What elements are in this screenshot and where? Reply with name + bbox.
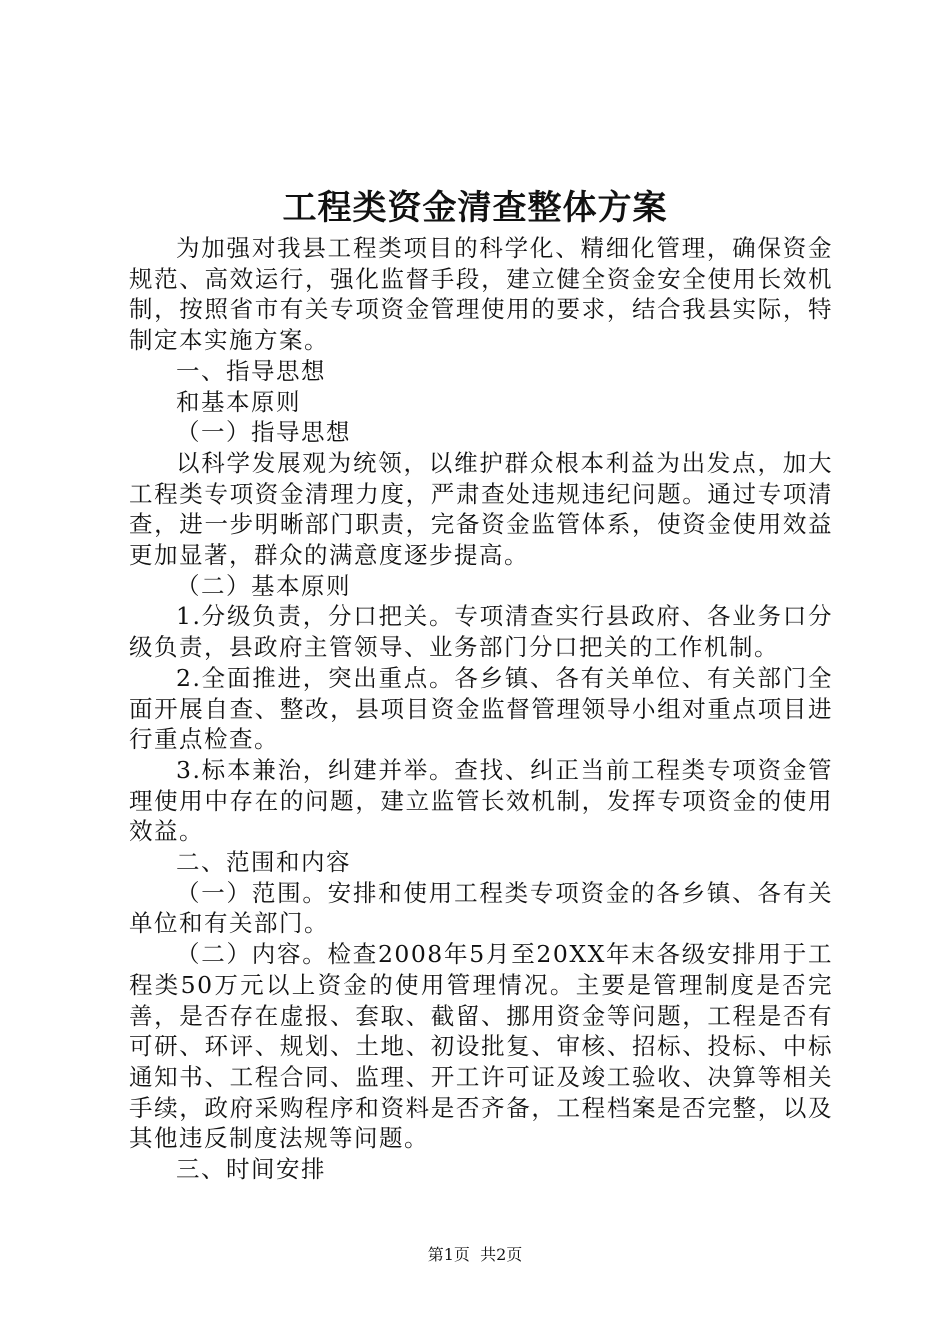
paragraph-intro: 为加强对我县工程类项目的科学化、精细化管理，确保资金规范、高效运行，强化监督手段，建立健全资金安全使用长效机制，按照省市有关专项资金管理使用的要求，结合我县实际，特制定本实施方案。 <box>129 234 833 355</box>
page-total: 共2页 <box>480 1245 523 1264</box>
principle-item-3: 3.标本兼治，纠建并举。查找、纠正当前工程类专项资金管理使用中存在的问题，建立监管长效机制，发挥专项资金的使用效益。 <box>129 755 833 846</box>
page-number: 第1页 <box>427 1245 470 1264</box>
subheading-guiding-thought: （一）指导思想 <box>176 418 351 447</box>
heading-basic-principles: 和基本原则 <box>176 387 301 416</box>
principle-item-2: 2.全面推进，突出重点。各乡镇、各有关单位、有关部门全面开展自查、整改，县项目资金监督管理领导小组对重点项目进行重点检查。 <box>129 663 833 754</box>
paragraph-scope: （一）范围。安排和使用工程类专项资金的各乡镇、各有关单位和有关部门。 <box>129 878 833 938</box>
heading-scope-content: 二、范围和内容 <box>176 848 351 877</box>
document-title: 工程类资金清查整体方案 <box>282 188 668 228</box>
subheading-basic-principles: （二）基本原则 <box>176 571 351 600</box>
heading-time-schedule: 三、时间安排 <box>176 1155 326 1184</box>
page-footer <box>0 1244 950 1266</box>
heading-guiding-thought: 一、指导思想 <box>176 356 326 385</box>
paragraph-guiding-thought: 以科学发展观为统领，以维护群众根本利益为出发点，加大工程类专项资金清理力度，严肃查处违规违纪问题。通过专项清查，进一步明晰部门职责，完备资金监管体系，使资金使用效益更加显著，群众的满意度逐步提高。 <box>129 448 833 570</box>
paragraph-content: （二）内容。检查2008年5月至20XX年末各级安排用于工程类50万元以上资金的使用管理情况。主要是管理制度是否完善，是否存在虚报、套取、截留、挪用资金等问题，工程是否有可研、环评、规划、土地、初设批复、审核、招标、投标、中标通知书、工程合同、监理、开工许可证及竣工验收、决算等相关手续，政府采购程序和资料是否齐备，工程档案是否完整，以及其他违反制度法规等问题。 <box>129 940 833 1153</box>
principle-item-1: 1.分级负责，分口把关。专项清查实行县政府、各业务口分级负责，县政府主管领导、业务部门分口把关的工作机制。 <box>129 602 833 662</box>
document-body <box>129 233 833 1185</box>
